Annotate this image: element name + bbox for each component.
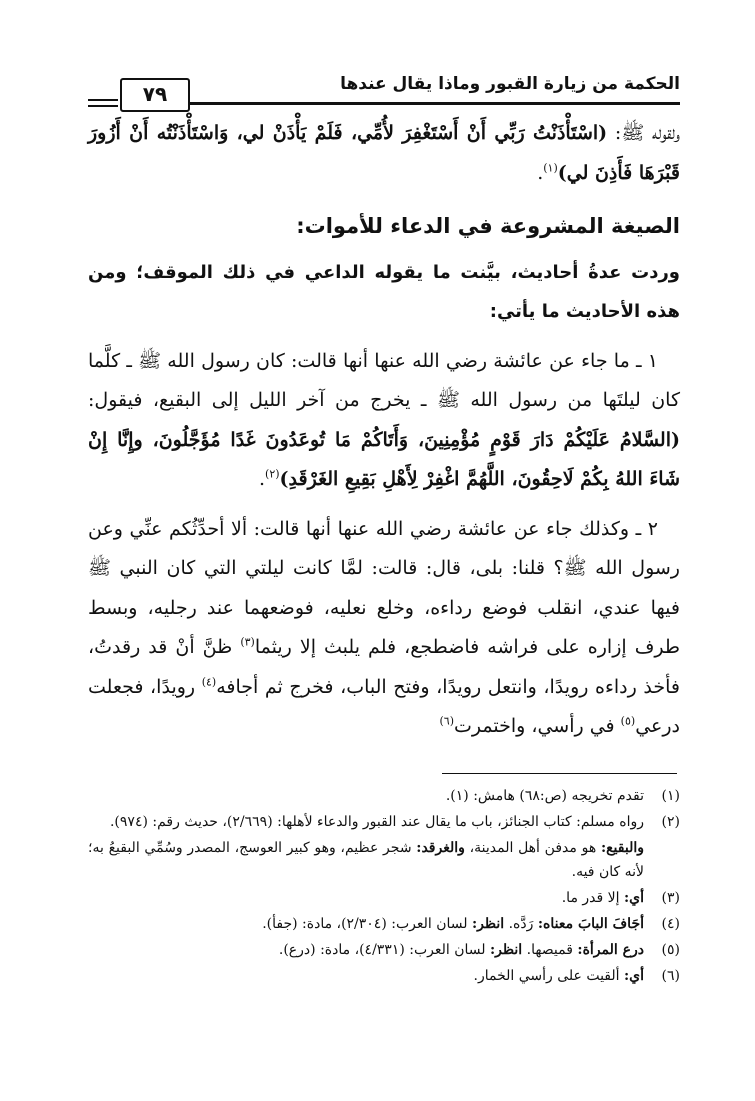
paragraph-text: ٢ ـ وكذلك جاء عن عائشة رضي الله عنها أنها قالت: ألا أحدِّثُكم عنِّي وعن رسول الله ﷺ؟ قلنا: بلى، قال: قالت: لمَّا كانت ليلتي التي كان النبي ﷺ فيها عندي، انقلب فوضع رداءه، وخلع نعليه، فوضعهما عند رجليه، وبسط طرف إزاره على فراشه فاضطجع، فلم يلبث إلا ريثما — [88, 517, 680, 658]
glossary-definition: ألقيت على رأسي الخمار. — [473, 968, 624, 984]
header-rule — [188, 102, 680, 105]
footnote-number: (١) — [661, 788, 680, 804]
paragraph-text: رويدًا، فجعلت درعي — [88, 675, 680, 737]
glossary-definition: رَدَّه. — [504, 916, 538, 932]
footnote-number: (٣) — [661, 890, 680, 906]
footnote-ref[interactable]: (١) — [543, 161, 558, 175]
glossary-term: والبقيع: — [600, 840, 645, 856]
glossary-term: درع المرأة: — [577, 942, 644, 958]
footnote-text — [88, 886, 644, 910]
hadith-quote: (اسْتَأْذَنْتُ رَبِّي أَنْ أَسْتَغْفِرَ لأُمِّي، فَلَمْ يَأْذَنْ لي، وَاسْتَأْذَنْتُه أَنْ أَزُورَ قَبْرَهَا فَأَذِنَ لي) — [88, 122, 680, 184]
section-heading: الصيغة المشروعة في الدعاء للأموات: — [296, 214, 680, 238]
footnote-number: (٦) — [661, 968, 680, 984]
footnote-number: (٢) — [661, 814, 680, 830]
spacer — [88, 332, 680, 342]
page-number: ٧٩ — [142, 82, 168, 106]
header-rule-short-top — [88, 99, 118, 101]
paragraph-hadith-mother — [88, 114, 680, 193]
glossary-definition: هو مدفن أهل المدينة، — [464, 840, 601, 856]
reference-text: لسان العرب: (٢/٣٠٤)، مادة: (جفأ). — [262, 916, 472, 932]
reference-text: لسان العرب: (٤/٣٣١)، مادة: (درع). — [278, 942, 490, 958]
glossary-term: أي: — [623, 890, 644, 906]
footnote-6 — [88, 964, 680, 988]
footnote-2 — [88, 810, 680, 834]
footnote-ref[interactable]: (٢) — [265, 467, 280, 481]
glossary-term: والغرقد: — [416, 840, 465, 856]
page-header — [88, 68, 680, 110]
paragraph-text: ١ ـ ما جاء عن عائشة رضي الله عنها أنها قالت: كان رسول الله ﷺ ـ كلَّما كان ليلتَها من رسول الله ﷺ ـ يخرج من آخر الليل إلى البقيع، فيقول: — [88, 349, 680, 411]
running-title: الحكمة من زيارة القبور وماذا يقال عندها — [340, 74, 680, 94]
footnote-4 — [88, 912, 680, 936]
glossary-definition: قميصها. — [522, 942, 578, 958]
supplication-quote: (السَّلامُ عَلَيْكُمْ دَارَ قَوْمٍ مُؤْمِنِينَ، وَأَتَاكُمْ مَا تُوعَدُونَ غَدًا مُؤَجَّلُونَ، وإِنَّا إِنْ شَاءَ اللهُ بِكُمْ لَاحِقُونَ، اللَّهُمَّ اغْفِرْ لِأَهْلِ بَقِيعِ الغَرْقَدِ) — [88, 428, 680, 490]
footnote-ref[interactable]: (٤) — [201, 675, 217, 689]
punctuation: . — [258, 468, 266, 490]
footnote-text — [88, 938, 644, 962]
footnote-text — [88, 964, 644, 988]
footnote-2-note — [88, 836, 680, 884]
footnote-number: (٤) — [661, 916, 680, 932]
footnote-text: رواه مسلم: كتاب الجنائز، باب ما يقال عند القبور والدعاء لأهلها: (٢/٦٦٩)، حديث رقم: (٩٧٤). — [109, 814, 644, 830]
footnote-ref[interactable]: (٣) — [240, 635, 255, 649]
footnote-text — [88, 836, 680, 884]
punctuation: . — [537, 161, 544, 184]
footnote-3 — [88, 886, 680, 910]
footnote-ref[interactable]: (٦) — [439, 714, 454, 728]
paragraph-text: في رأسي، واختمرت — [454, 715, 621, 737]
footnotes — [88, 784, 680, 990]
paragraph-hadith-2 — [88, 510, 680, 747]
glossary-term: أجَافَ البابَ معناه: — [537, 916, 644, 932]
footnote-1 — [88, 784, 680, 808]
footnote-text: تقدم تخريجه (ص:٦٨) هامش: (١). — [445, 788, 644, 804]
paragraph-prefix: ولقوله ﷺ: — [607, 122, 681, 144]
paragraph-hadith-1 — [88, 342, 680, 500]
footnote-5 — [88, 938, 680, 962]
glossary-term: أي: — [623, 968, 644, 984]
footnote-ref[interactable]: (٥) — [620, 714, 636, 728]
reference-label: انظر: — [490, 942, 523, 958]
footnote-number: (٥) — [661, 942, 680, 958]
page-number-box — [120, 78, 190, 112]
glossary-definition: إلا قدر ما. — [561, 890, 624, 906]
paragraph-text: ظنَّ أنْ قد رقدتُ، فأخذ رداءه رويدًا، وانتعل رويدًا، وفتح الباب، فخرج ثم أجافه — [88, 636, 681, 698]
intro-paragraph: وردت عدةُ أحاديث، بيَّنت ما يقوله الداعي في ذلك الموقف؛ ومن هذه الأحاديث ما يأتي: — [88, 261, 680, 322]
footnote-text — [88, 912, 644, 936]
header-rule-short-bottom — [88, 105, 118, 107]
spacer — [88, 500, 680, 510]
footnote-separator — [442, 773, 677, 774]
glossary-definition: شجر عظيم، وهو كبير العوسج، المصدر وسُمِّي البقيعُ به؛ لأنه كان فيه. — [88, 840, 644, 880]
main-text — [88, 114, 680, 747]
reference-label: انظر: — [471, 916, 505, 932]
